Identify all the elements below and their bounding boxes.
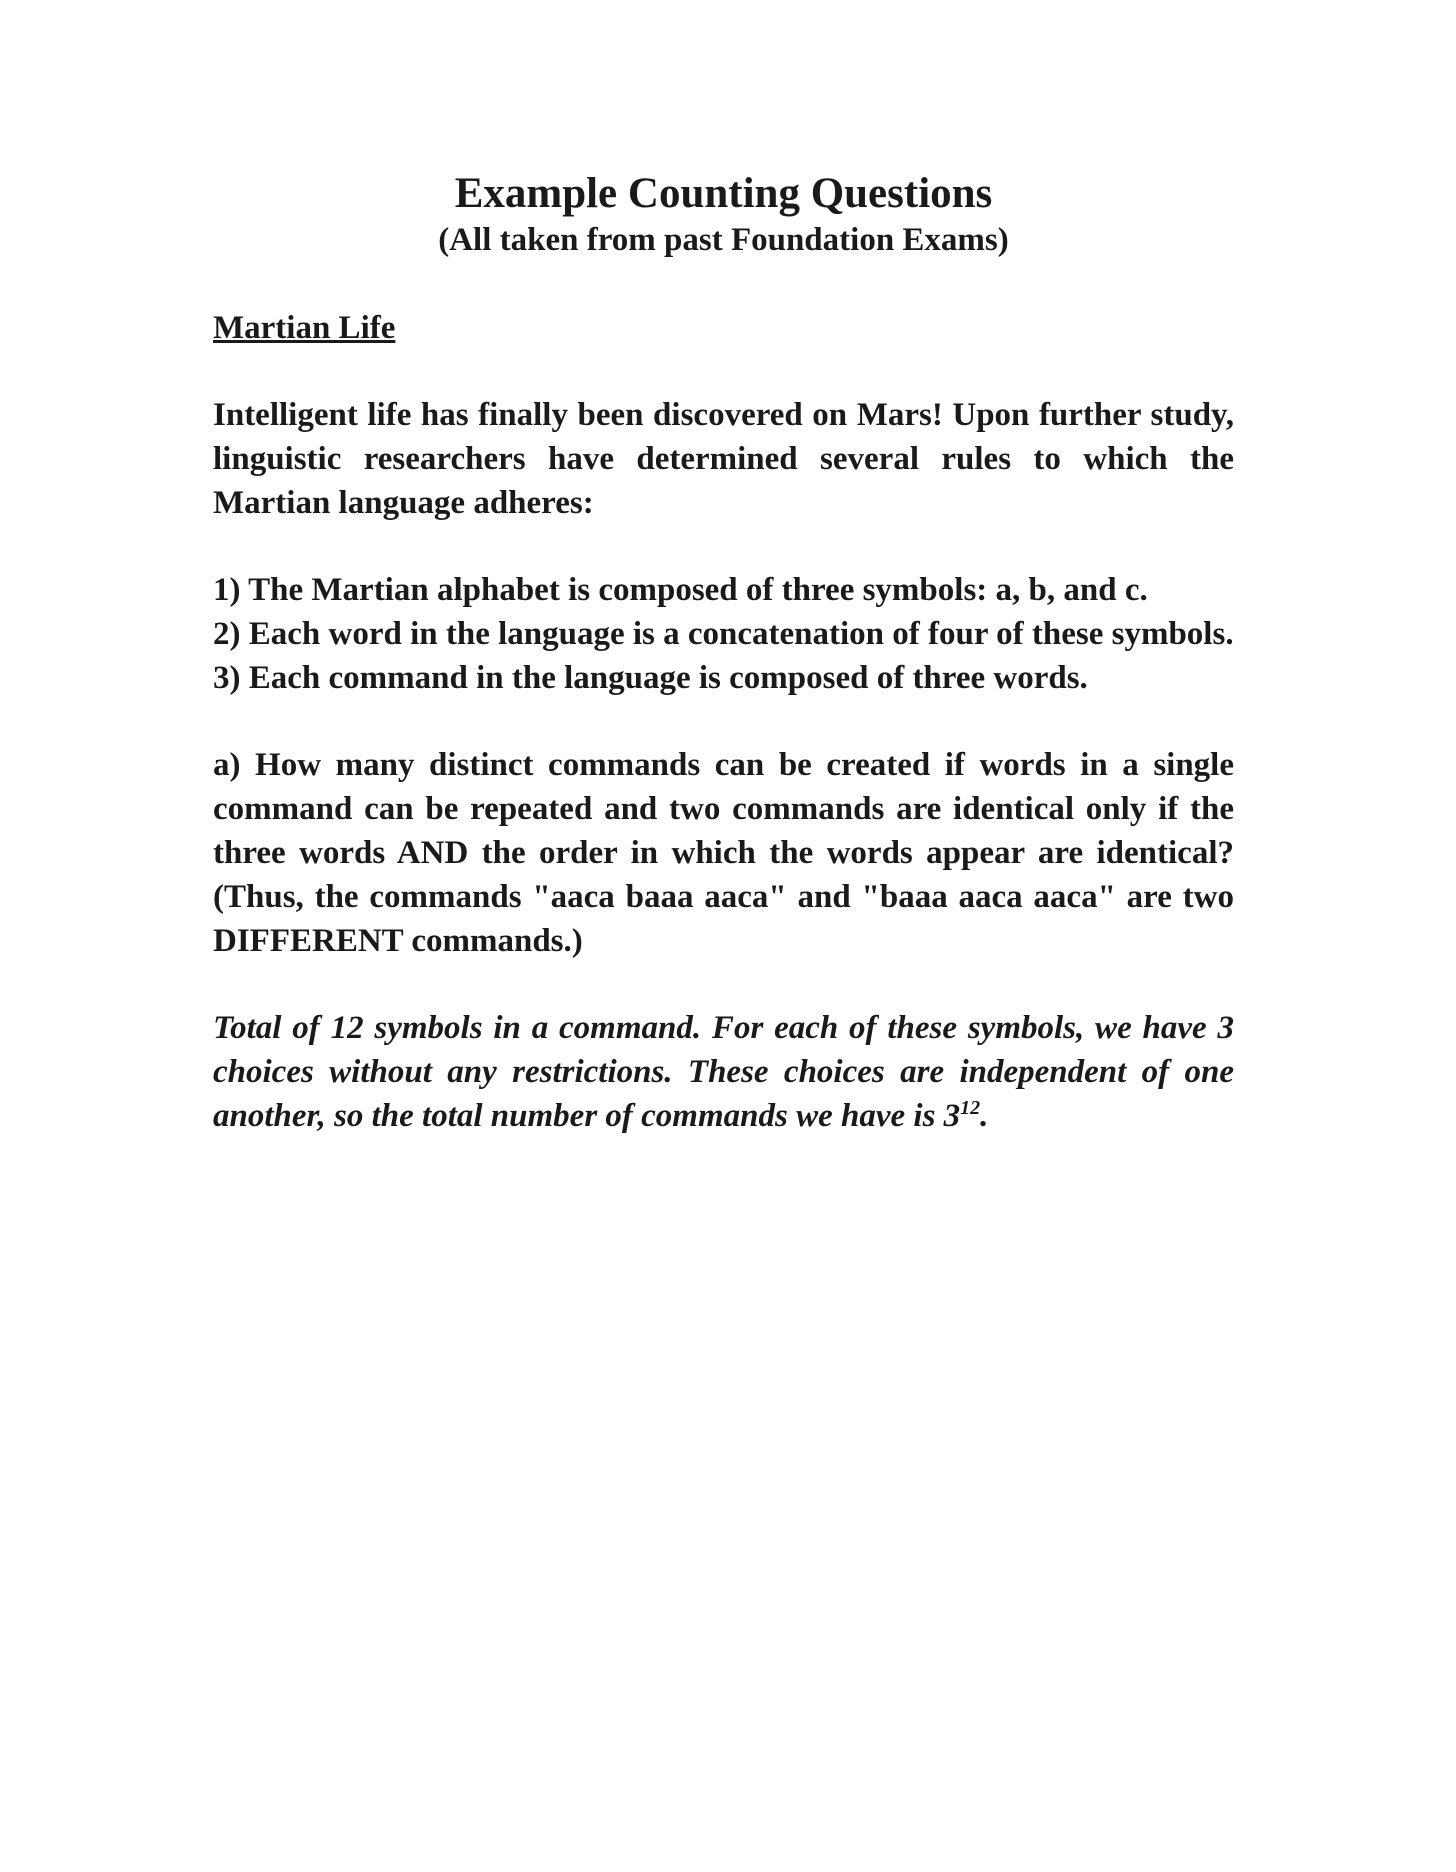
page-content: [213, 168, 1234, 1138]
page-title: Example Counting Questions: [454, 170, 993, 217]
rule-item: 3) Each command in the language is composed of three words.: [213, 660, 1088, 696]
section-heading: Martian Life: [213, 310, 396, 346]
question-paragraph: a) How many distinct commands can be created if words in a single command can be repeated and two commands are identical only if the three words AND the order in which the words appear are identical? (Thus, the commands "aaca baaa aaca" and "baaa aaca aaca" are two DIFFERENT commands.): [213, 747, 1234, 959]
rule-item: 2) Each word in the language is a concatenation of four of these symbols.: [213, 616, 1234, 652]
rules-list: [213, 568, 1234, 700]
answer-text: Total of 12 symbols in a command. For each of these symbols, we have 3 choices without any restrictions. These choices are independent of one another, so the total number of commands we have is 3: [213, 1010, 1234, 1134]
answer-end: .: [980, 1098, 989, 1134]
intro-paragraph: Intelligent life has finally been discovered on Mars! Upon further study, linguistic researchers have determined several rules to which the Martian language adheres:: [213, 397, 1234, 521]
answer-paragraph: [213, 1006, 1234, 1138]
answer-exponent: 12: [960, 1097, 981, 1119]
page-subtitle: (All taken from past Foundation Exams): [438, 222, 1009, 258]
rule-item: 1) The Martian alphabet is composed of three symbols: a, b, and c.: [213, 572, 1148, 608]
